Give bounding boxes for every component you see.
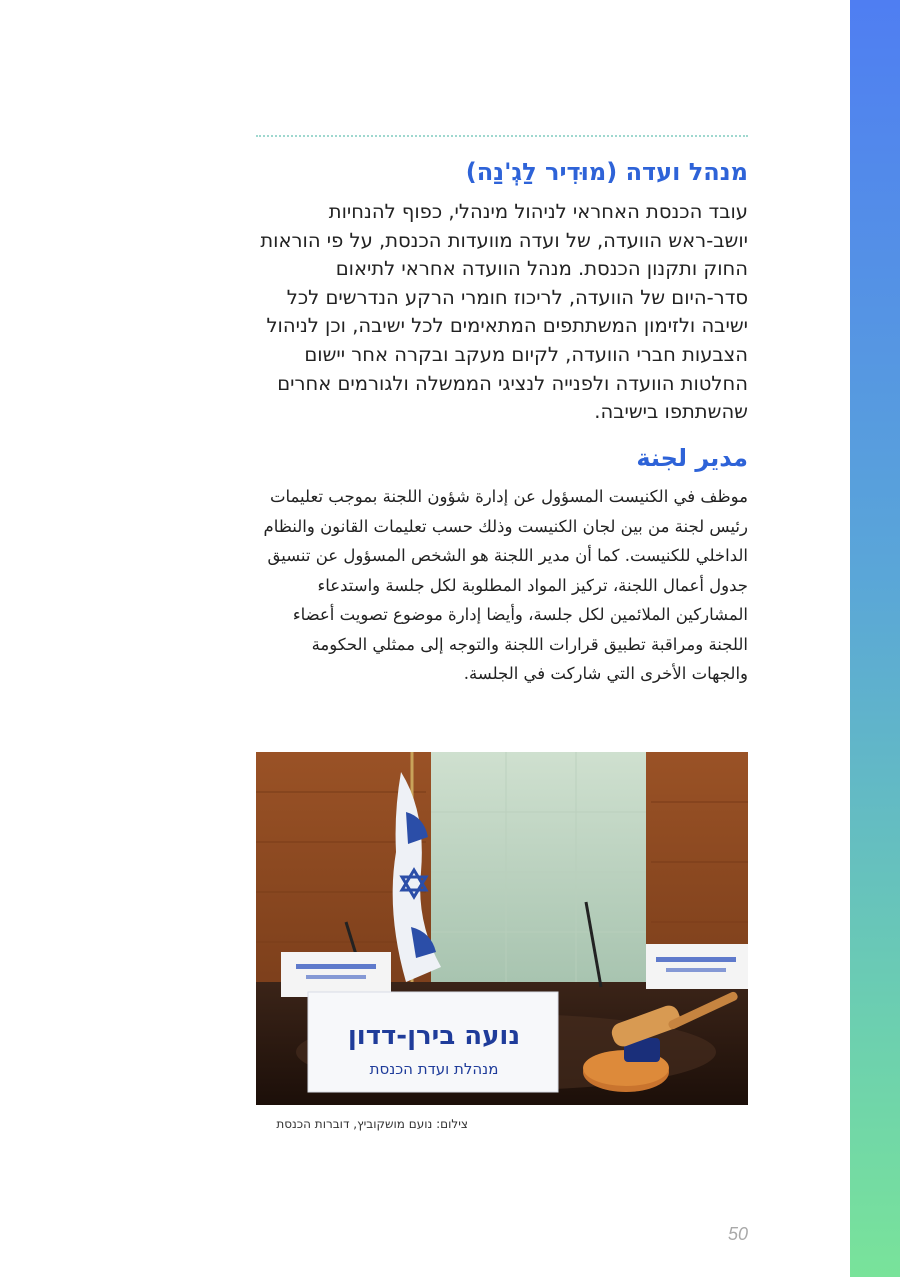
dotted-divider bbox=[256, 135, 748, 137]
hebrew-term-definition: עובד הכנסת האחראי לניהול מינהלי, כפוף להנחיות יושב-ראש הוועדה, של ועדה מוועדות הכנסת, על פי הוראות החוק ותקנון הכנסת. מנהל הוועדה אחראי לתיאום סדר-היום של הוועדה, לריכוז חומרי הרקע הנדרשים לכל ישיבה ולזימון המשתתפים המתאימים לכל ישיבה, וכן לניהול הצבעות חברי הוועדה, לקיום מעקב ובקרה אחר יישום החלטות הוועדה ולפנייה לנציגי הממשלה ולגורמים אחרים שהשתתפו בישיבה. bbox=[260, 200, 748, 424]
hebrew-term-heading: מנהל ועדה (מוּדִיר לַגְ'נַה) bbox=[465, 158, 748, 186]
page-number: 50 bbox=[727, 1224, 748, 1244]
arabic-term-definition: موظف في الكنيست المسؤول عن إدارة شؤون اللجنة بموجب تعليمات رئيس لجنة من بين لجان الكنيست وذلك حسب تعليمات القانون والنظام الداخلي للكنيست. كما أن مدير اللجنة هو الشخص المسؤول عن تنسيق جدول أعمال اللجنة، تركيز المواد المطلوبة لكل جلسة واستدعاء المشاركين الملائمين لكل جلسة، وأيضا إدارة موضوع تصويت أعضاء اللجنة ومراقبة تطبيق قرارات اللجنة والتوجه إلى ممثلي الحكومة والجهات الأخرى التي شاركت في الجلسة. bbox=[263, 487, 748, 683]
photo-credit: צילום: נועם מושקוביץ, דוברות הכנסת bbox=[276, 1117, 468, 1131]
nameplate-name: נועה בירן-דדון bbox=[347, 1021, 521, 1051]
side-color-bar bbox=[850, 0, 900, 1277]
committee-photo bbox=[256, 752, 748, 1105]
arabic-term-heading: مدير لجنة bbox=[636, 444, 748, 472]
nameplate-title: מנהלת ועדת הכנסת bbox=[369, 1060, 499, 1078]
